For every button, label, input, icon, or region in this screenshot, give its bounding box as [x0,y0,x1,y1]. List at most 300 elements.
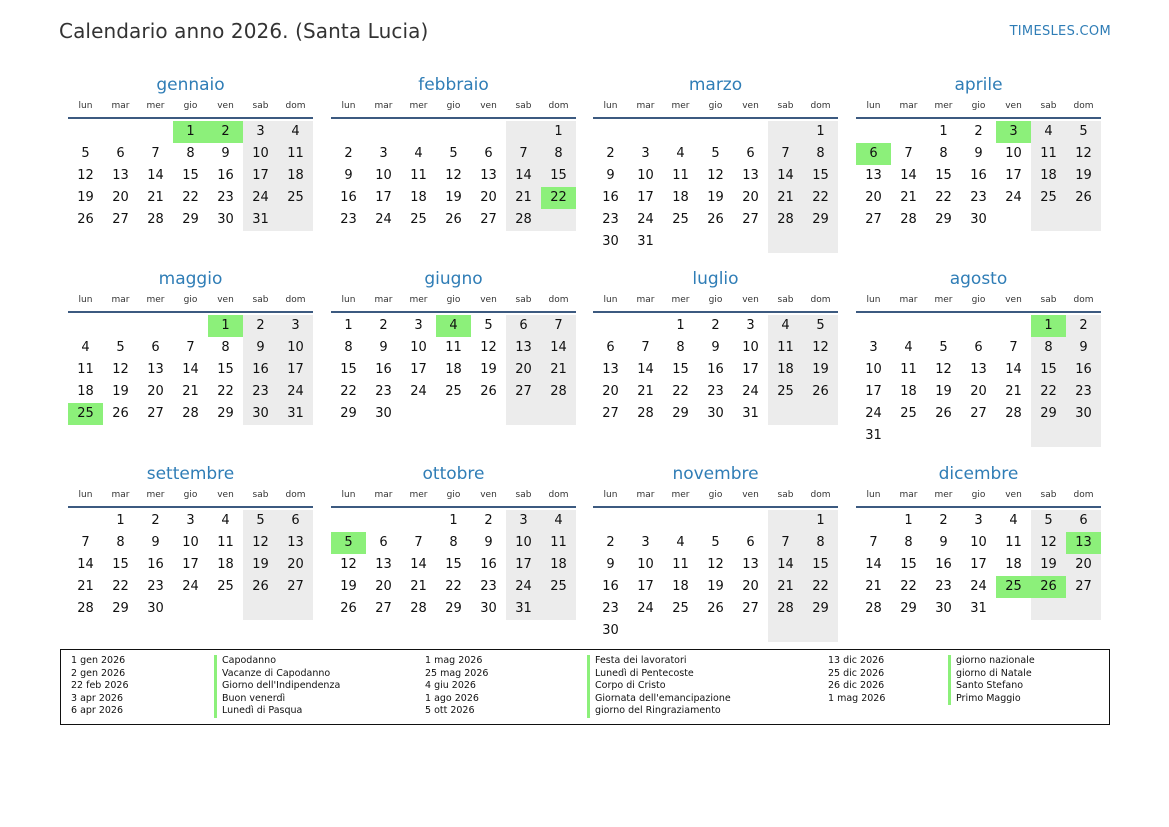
day-cell: 21 [768,576,803,598]
weekday-label: dom [810,101,831,111]
day-cell: 12 [112,362,129,377]
day-cell: 12 [803,337,838,359]
day-cell: 12 [445,168,462,183]
weekday-label: gio [183,490,198,500]
legend-holiday-name: Lunedì di Pentecoste [595,667,694,679]
weekday-label: ven [742,490,759,500]
weekday-label: mer [146,101,165,111]
day-cell: 14 [865,557,882,572]
day-cell: 11 [541,532,576,554]
weekday-label: gio [183,295,198,305]
day-cell: 25 [672,601,689,616]
weekday-label: ven [480,490,497,500]
day-cell: 13 [602,362,619,377]
weekday-label: sab [1040,490,1057,500]
day-cell: 16 [217,168,234,183]
day-cell: 7 [151,146,160,161]
month-divider [593,311,838,313]
day-cell: 18 [541,554,576,576]
day-cell: 23 [970,190,987,205]
day-cell: 10 [182,535,199,550]
day-cell: 30 [217,212,234,227]
day-cell: 29 [340,406,357,421]
empty-cell [803,403,838,425]
day-cell: 20 [278,554,313,576]
day-cell: 7 [641,340,650,355]
day-cell: 18 [410,190,427,205]
weekday-header [331,294,576,311]
day-cell: 7 [81,535,90,550]
day-cell: 2 [484,513,493,528]
day-cell: 12 [935,362,952,377]
day-cell: 26 [935,406,952,421]
day-cell: 28 [900,212,917,227]
empty-cell [996,425,1031,447]
empty-cell [961,425,996,447]
day-cell: 20 [742,190,759,205]
weekday-header [593,294,838,311]
month-title: giugno [424,269,483,289]
empty-cell [68,510,103,532]
day-cell: 18 [672,579,689,594]
holiday-day-cell: 1 [208,315,243,337]
day-cell: 9 [711,340,720,355]
day-cell: 5 [484,318,493,333]
day-cell: 30 [707,406,724,421]
day-cell: 13 [480,168,497,183]
day-cell: 27 [480,212,497,227]
empty-cell [768,620,803,642]
day-cell: 10 [970,535,987,550]
weekday-label: dom [285,295,306,305]
month-title: novembre [672,464,759,484]
weekday-label: ven [1005,490,1022,500]
day-cell: 9 [379,340,388,355]
day-cell: 28 [541,381,576,403]
day-cell: 27 [742,601,759,616]
empty-cell [961,315,996,337]
day-cell: 8 [449,535,458,550]
day-cell: 24 [637,212,654,227]
site-link[interactable]: TIMESLES.COM [1009,24,1111,39]
month-title: agosto [949,269,1008,289]
weekday-label: lun [866,295,881,305]
weekday-header [331,489,576,506]
day-cell: 11 [672,168,689,183]
day-cell: 17 [637,579,654,594]
empty-cell [103,121,138,143]
day-cell: 29 [935,212,952,227]
weekday-label: dom [1073,490,1094,500]
day-cell: 24 [742,384,759,399]
empty-cell [278,598,313,620]
holiday-day-cell: 22 [541,187,576,209]
day-cell: 1 [116,513,125,528]
day-cell: 14 [768,165,803,187]
day-cell: 2 [243,315,278,337]
day-cell: 23 [340,212,357,227]
day-cell: 20 [742,579,759,594]
day-cell: 6 [974,340,983,355]
weekday-label: lun [78,101,93,111]
weekday-label: lun [341,490,356,500]
empty-cell [856,510,891,532]
day-cell: 7 [768,143,803,165]
day-cell: 14 [410,557,427,572]
weekday-label: mer [934,490,953,500]
empty-cell [768,510,803,532]
weekday-label: mar [111,101,130,111]
day-cell: 26 [112,406,129,421]
days-grid [331,510,576,620]
weekday-label: lun [603,101,618,111]
day-cell: 24 [375,212,392,227]
day-cell: 12 [707,168,724,183]
day-cell: 19 [445,190,462,205]
day-cell: 10 [637,168,654,183]
day-cell: 7 [414,535,423,550]
empty-cell [628,620,663,642]
day-cell: 29 [803,209,838,231]
day-cell: 23 [602,601,619,616]
day-cell: 18 [768,359,803,381]
day-cell: 15 [803,554,838,576]
legend-names-3 [948,655,1035,705]
day-cell: 24 [865,406,882,421]
day-cell: 10 [506,532,541,554]
weekday-label: mer [934,295,953,305]
day-cell: 12 [1031,532,1066,554]
day-cell: 15 [340,362,357,377]
weekday-label: gio [708,295,723,305]
month-settembre [68,463,313,620]
day-cell: 28 [410,601,427,616]
day-cell: 3 [641,535,650,550]
day-cell: 5 [803,315,838,337]
day-cell: 20 [865,190,882,205]
day-cell: 10 [410,340,427,355]
day-cell: 18 [672,190,689,205]
day-cell: 3 [278,315,313,337]
empty-cell [103,315,138,337]
day-cell: 8 [803,143,838,165]
day-cell: 25 [217,579,234,594]
day-cell: 6 [1066,510,1101,532]
day-cell: 20 [147,384,164,399]
legend-dates-3 [828,655,885,705]
day-cell: 16 [147,557,164,572]
empty-cell [891,425,926,447]
legend-holiday-name: Santo Stefano [956,680,1024,692]
weekday-label: lun [341,295,356,305]
month-title: dicembre [938,464,1019,484]
day-cell: 29 [182,212,199,227]
day-cell: 5 [1066,121,1101,143]
day-cell: 10 [1005,146,1022,161]
day-cell: 31 [278,403,313,425]
day-cell: 17 [865,384,882,399]
day-cell: 26 [803,381,838,403]
day-cell: 11 [768,337,803,359]
day-cell: 5 [81,146,90,161]
empty-cell [68,121,103,143]
day-cell: 17 [375,190,392,205]
day-cell: 4 [414,146,423,161]
days-grid [68,510,313,620]
weekday-label: mer [671,490,690,500]
day-cell: 5 [116,340,125,355]
day-cell: 9 [606,557,615,572]
days-grid [68,315,313,425]
empty-cell [628,510,663,532]
day-cell: 16 [935,557,952,572]
day-cell: 23 [217,190,234,205]
weekday-label: sab [252,101,269,111]
day-cell: 18 [77,384,94,399]
day-cell: 11 [1005,535,1022,550]
day-cell: 2 [711,318,720,333]
empty-cell [996,598,1031,620]
day-cell: 19 [340,579,357,594]
empty-cell [733,121,768,143]
weekday-label: ven [1005,101,1022,111]
day-cell: 30 [375,406,392,421]
day-cell: 11 [1031,143,1066,165]
day-cell: 17 [970,557,987,572]
day-cell: 3 [243,121,278,143]
day-cell: 14 [541,337,576,359]
day-cell: 4 [278,121,313,143]
days-grid [593,121,838,253]
weekday-label: mar [111,295,130,305]
empty-cell [698,231,733,253]
day-cell: 2 [974,124,983,139]
holiday-day-cell: 1 [173,121,208,143]
empty-cell [173,315,208,337]
month-agosto [856,268,1101,447]
day-cell: 17 [1005,168,1022,183]
day-cell: 11 [410,168,427,183]
day-cell: 17 [243,165,278,187]
weekday-label: gio [708,101,723,111]
empty-cell [401,403,436,425]
day-cell: 30 [602,234,619,249]
day-cell: 28 [637,406,654,421]
weekday-label: gio [971,490,986,500]
day-cell: 19 [1031,554,1066,576]
day-cell: 10 [742,340,759,355]
weekday-header [856,100,1101,117]
holiday-day-cell: 6 [856,143,891,165]
empty-cell [663,121,698,143]
day-cell: 6 [746,535,755,550]
day-cell: 11 [672,557,689,572]
empty-cell [471,121,506,143]
day-cell: 7 [506,143,541,165]
holiday-day-cell: 1 [1031,315,1066,337]
weekday-label: dom [548,490,569,500]
empty-cell [173,598,208,620]
weekday-label: mer [146,490,165,500]
day-cell: 6 [278,510,313,532]
day-cell: 10 [865,362,882,377]
day-cell: 11 [278,143,313,165]
day-cell: 22 [900,579,917,594]
day-cell: 16 [707,362,724,377]
day-cell: 29 [112,601,129,616]
day-cell: 28 [147,212,164,227]
day-cell: 8 [1031,337,1066,359]
day-cell: 17 [637,190,654,205]
day-cell: 15 [182,168,199,183]
day-cell: 20 [375,579,392,594]
day-cell: 5 [1031,510,1066,532]
weekday-label: gio [183,101,198,111]
weekday-label: lun [866,490,881,500]
day-cell: 15 [217,362,234,377]
empty-cell [628,121,663,143]
month-divider [331,117,576,119]
legend-holiday-name: Capodanno [222,655,277,666]
day-cell: 9 [974,146,983,161]
day-cell: 14 [768,554,803,576]
month-divider [593,117,838,119]
weekday-label: mer [934,101,953,111]
weekday-label: sab [777,101,794,111]
day-cell: 5 [711,535,720,550]
empty-cell [331,510,366,532]
day-cell: 13 [278,532,313,554]
day-cell: 22 [112,579,129,594]
day-cell: 12 [707,557,724,572]
day-cell: 19 [707,190,724,205]
day-cell: 16 [375,362,392,377]
day-cell: 7 [186,340,195,355]
day-cell: 29 [672,406,689,421]
empty-cell [593,315,628,337]
empty-cell [331,121,366,143]
day-cell: 22 [803,576,838,598]
day-cell: 30 [243,403,278,425]
empty-cell [436,403,471,425]
day-cell: 28 [1005,406,1022,421]
day-cell: 28 [865,601,882,616]
day-cell: 8 [116,535,125,550]
day-cell: 25 [278,187,313,209]
weekday-header [68,294,313,311]
day-cell: 29 [445,601,462,616]
day-cell: 8 [904,535,913,550]
day-cell: 29 [217,406,234,421]
day-cell: 8 [676,340,685,355]
days-grid [593,510,838,642]
day-cell: 19 [935,384,952,399]
legend-holiday-name: Vacanze di Capodanno [222,667,331,679]
month-maggio [68,268,313,425]
empty-cell [506,121,541,143]
day-cell: 23 [375,384,392,399]
day-cell: 1 [904,513,913,528]
weekday-label: sab [515,490,532,500]
day-cell: 13 [742,168,759,183]
day-cell: 1 [939,124,948,139]
day-cell: 30 [970,212,987,227]
day-cell: 17 [742,362,759,377]
weekday-label: sab [252,490,269,500]
empty-cell [663,620,698,642]
day-cell: 15 [935,168,952,183]
day-cell: 2 [606,146,615,161]
day-cell: 7 [869,535,878,550]
empty-cell [401,121,436,143]
weekday-label: ven [742,101,759,111]
day-cell: 6 [379,535,388,550]
day-cell: 24 [637,601,654,616]
weekday-label: gio [446,295,461,305]
day-cell: 8 [803,532,838,554]
day-cell: 9 [939,535,948,550]
legend-holiday-name: Primo Maggio [956,692,1021,704]
weekday-label: ven [1005,295,1022,305]
day-cell: 8 [186,146,195,161]
weekday-header [593,489,838,506]
day-cell: 24 [182,579,199,594]
day-cell: 30 [1066,403,1101,425]
day-cell: 9 [344,168,353,183]
empty-cell [698,121,733,143]
legend-date: 26 dic 2026 [828,680,885,692]
day-cell: 15 [445,557,462,572]
day-cell: 20 [970,384,987,399]
weekday-label: ven [217,295,234,305]
day-cell: 2 [379,318,388,333]
day-cell: 24 [1005,190,1022,205]
day-cell: 24 [970,579,987,594]
day-cell: 3 [379,146,388,161]
legend-holiday-name: Corpo di Cristo [595,680,666,692]
legend-holiday-name: giorno del Ringraziamento [595,705,721,717]
day-cell: 9 [243,337,278,359]
weekday-label: lun [866,101,881,111]
day-cell: 21 [410,579,427,594]
empty-cell [1031,425,1066,447]
legend-date: 1 ago 2026 [425,692,479,704]
weekday-label: mer [671,101,690,111]
day-cell: 18 [900,384,917,399]
day-cell: 14 [1005,362,1022,377]
weekday-label: gio [971,295,986,305]
weekday-label: sab [1040,295,1057,305]
weekday-label: ven [742,295,759,305]
empty-cell [1031,598,1066,620]
day-cell: 21 [865,579,882,594]
day-cell: 1 [803,510,838,532]
month-title: febbraio [418,75,489,95]
weekday-label: mar [636,101,655,111]
day-cell: 30 [602,623,619,638]
weekday-label: mar [636,295,655,305]
day-cell: 7 [1009,340,1018,355]
day-cell: 24 [410,384,427,399]
weekday-label: lun [603,490,618,500]
empty-cell [138,121,173,143]
day-cell: 30 [480,601,497,616]
legend-holiday-name: Buon venerdì [222,692,286,704]
day-cell: 25 [445,384,462,399]
days-grid [68,121,313,231]
day-cell: 14 [900,168,917,183]
day-cell: 9 [1066,337,1101,359]
